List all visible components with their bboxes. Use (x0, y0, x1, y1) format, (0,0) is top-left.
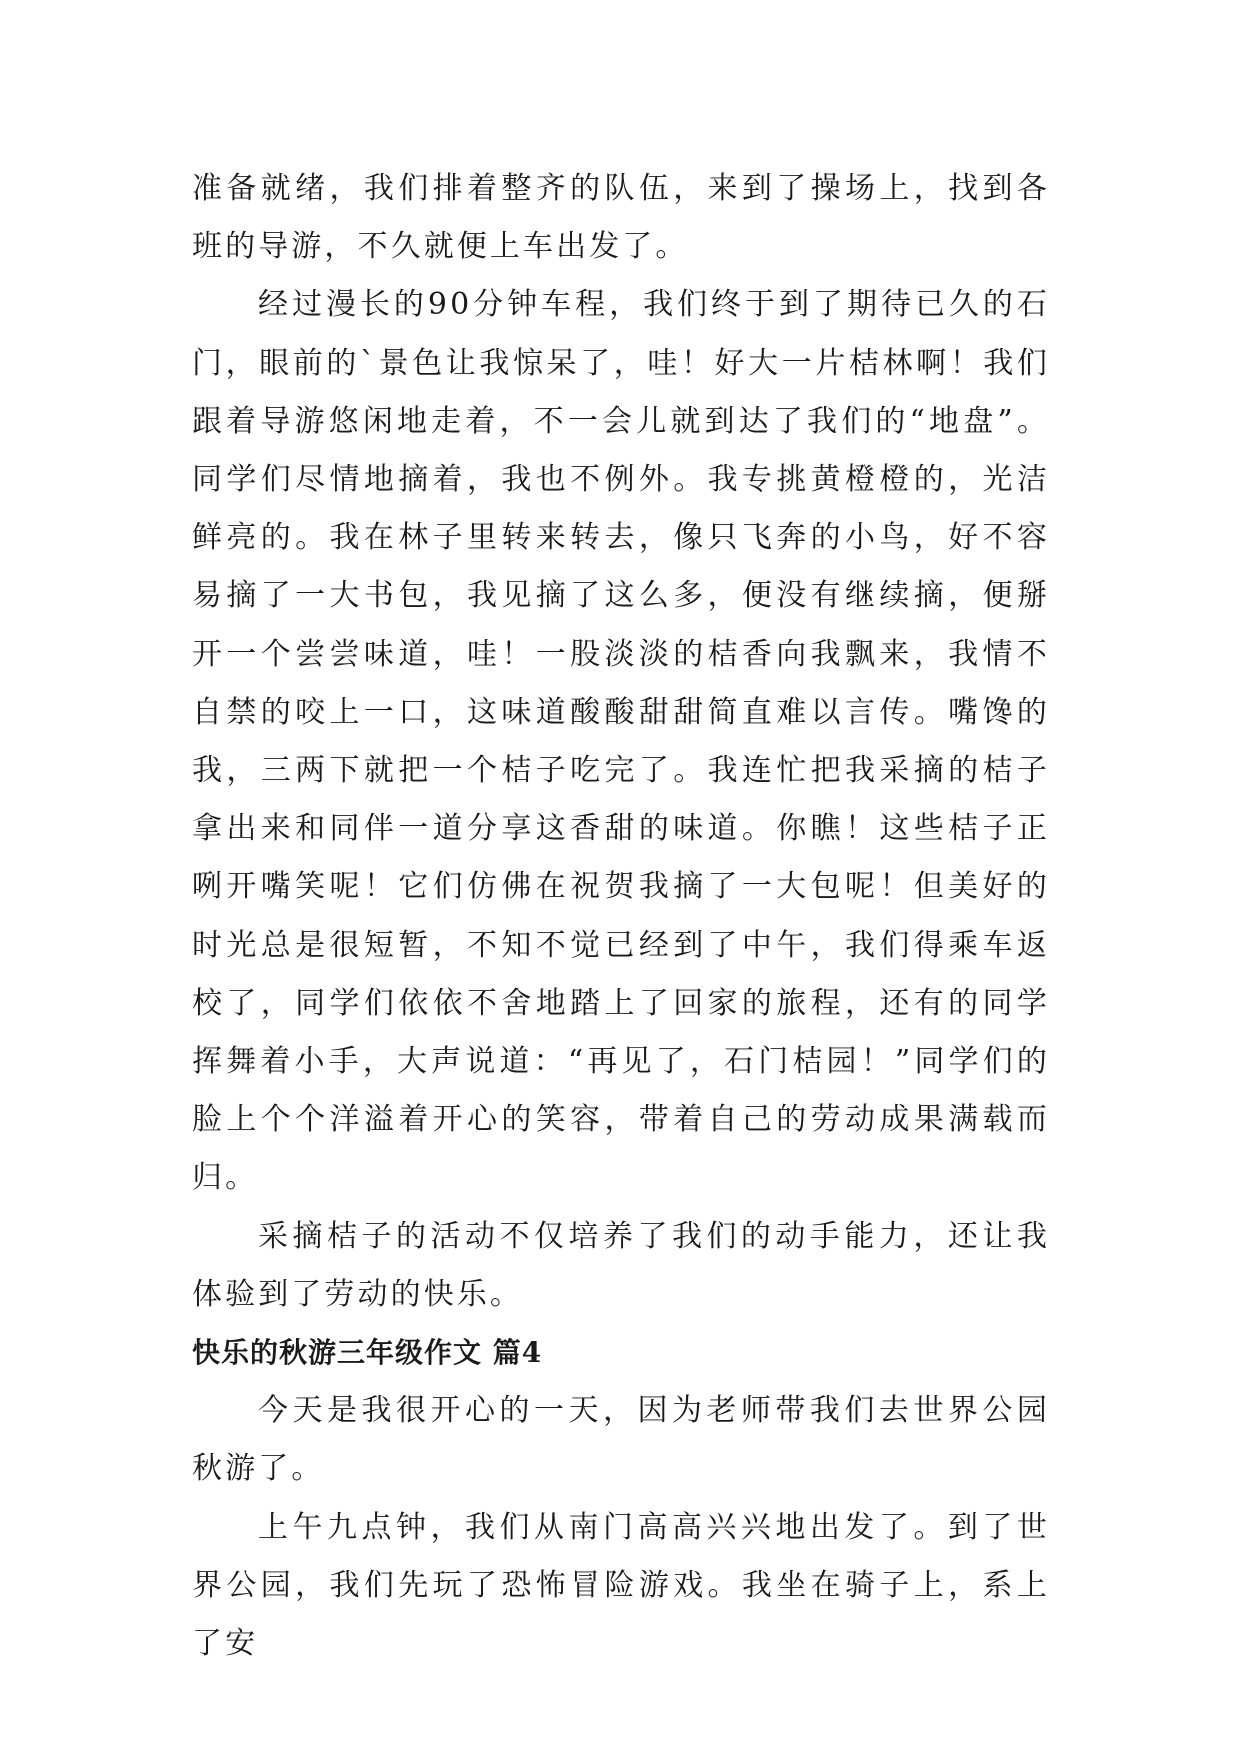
paragraph-2: 经过漫长的90分钟车程，我们终于到了期待已久的石门，眼前的`景色让我惊呆了，哇！好大一片桔林啊！我们跟着导游悠闲地走着，不一会儿就到达了我们的“地盘”。同学们尽情地摘着，我也不例外。我专挑黄橙橙的，光洁鲜亮的。我在林子里转来转去，像只飞奔的小鸟，好不容易摘了一大书包，我见摘了这么多，便没有继续摘，便掰开一个尝尝味道，哇！一股淡淡的桔香向我飘来，我情不自禁的咬上一口，这味道酸酸甜甜简直难以言传。嘴馋的我，三两下就把一个桔子吃完了。我连忙把我采摘的桔子拿出来和同伴一道分享这香甜的味道。你瞧！这些桔子正咧开嘴笑呢！它们仿佛在祝贺我摘了一大包呢！但美好的时光总是很短暂，不知不觉已经到了中午，我们得乘车返校了，同学们依依不舍地踏上了回家的旅程，还有的同学挥舞着小手，大声说道：“再见了，石门桔园！”同学们的脸上个个洋溢着开心的笑容，带着自己的劳动成果满载而归。 (192, 287, 1050, 1196)
section-heading: 快乐的秋游三年级作文 篇4 (192, 1336, 543, 1370)
paragraph-4: 今天是我很开心的一天，因为老师带我们去世界公园秋游了。 (192, 1393, 1050, 1487)
document-body (192, 160, 1050, 1673)
paragraph-3: 采摘桔子的活动不仅培养了我们的动手能力，还让我体验到了劳动的快乐。 (192, 1218, 1050, 1312)
paragraph-1: 准备就绪，我们排着整齐的队伍，来到了操场上，找到各班的导游，不久就便上车出发了。 (192, 171, 1050, 265)
paragraph-5: 上午九点钟，我们从南门高高兴兴地出发了。到了世界公园，我们先玩了恐怖冒险游戏。我坐在骑子上，系上了安 (192, 1509, 1050, 1662)
